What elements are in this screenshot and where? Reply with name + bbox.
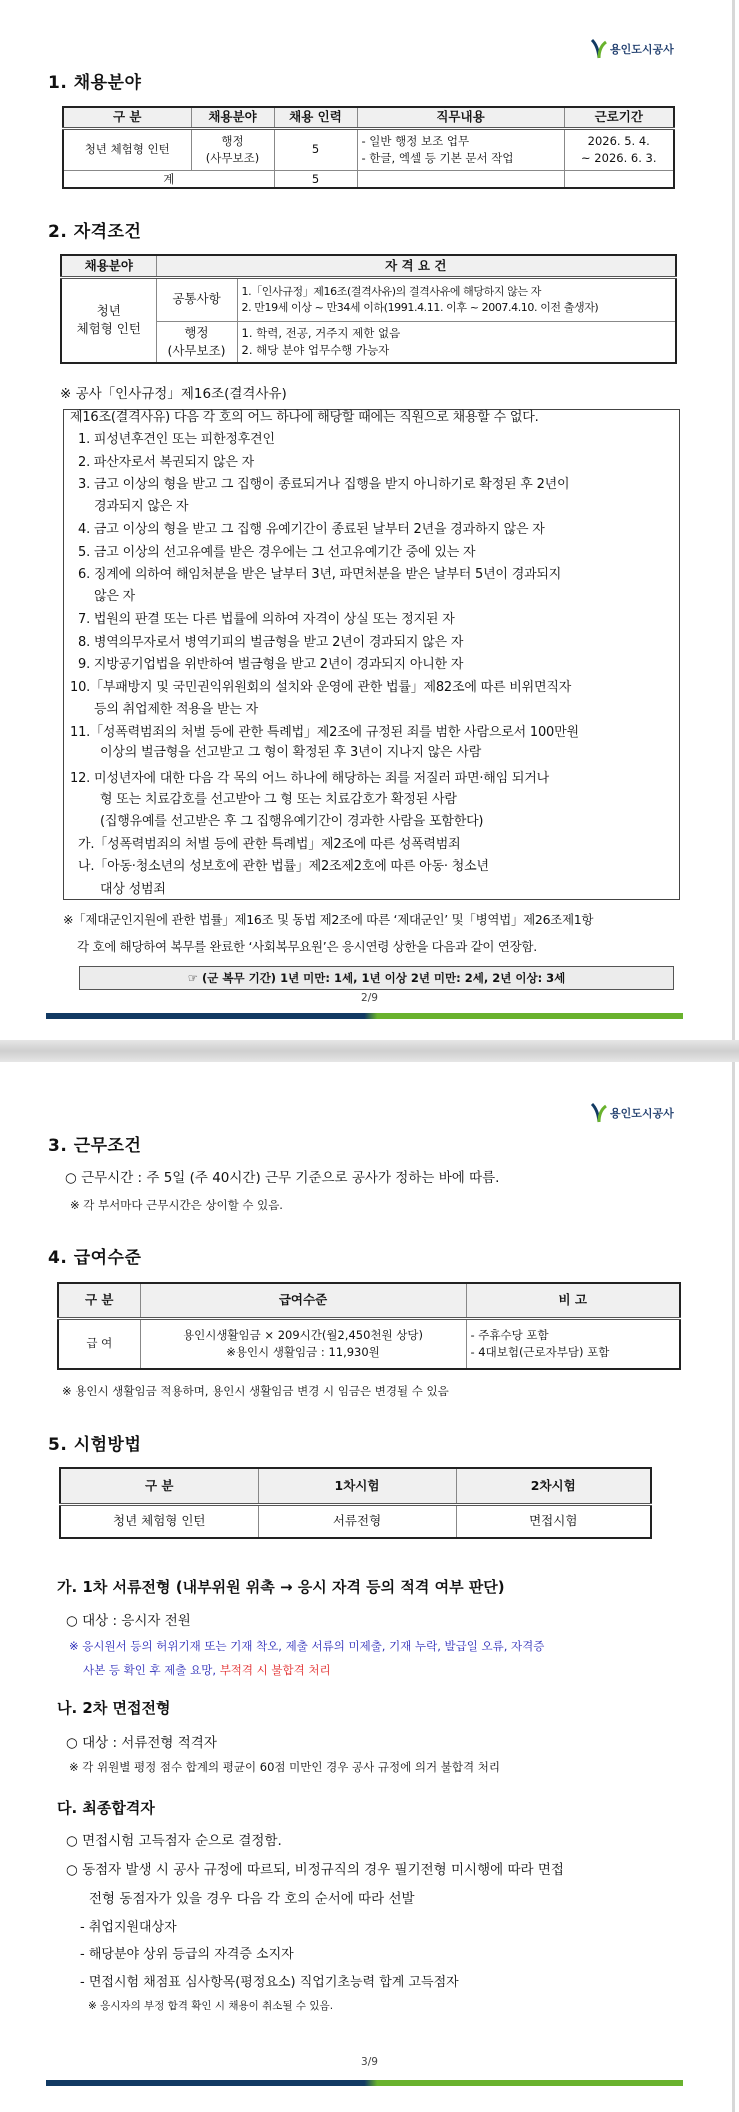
rule-line: 않은 자 — [94, 589, 136, 604]
table-row — [58, 1318, 680, 1369]
subsection-title: 나. 2차 면접전형 — [57, 1699, 171, 1717]
rule-line: 제16조(결격사유) 다음 각 호의 어느 하나에 해당할 때에는 직원으로 채용할 수 없다. — [70, 410, 539, 425]
category-line: 체험형 인턴 — [76, 321, 141, 337]
veteran-note: 각 호에 해당하여 복무를 완료한 ‘사회복무요원’은 응시연령 상한을 다음과 같이 연장함. — [77, 939, 537, 954]
table-row — [63, 128, 674, 170]
subsection-title: 다. 최종합격자 — [57, 1799, 155, 1817]
document-note: ※ 응시원서 등의 허위기재 또는 기재 착오, 제출 서류의 미제출, 기재 누락, 발급일 오류, 자격증 — [69, 1639, 545, 1653]
rule-line: 3. 금고 이상의 형을 받고 그 집행이 종료되거나 집행을 받지 아니하기로 확정된 후 2년이 — [78, 477, 570, 492]
category-line: 청년 — [96, 303, 121, 319]
note-line: - 4대보험(근로자부담) 포함 — [470, 1344, 610, 1359]
section-title: 5. 시험방법 — [48, 1435, 142, 1455]
section-title: 1. 채용분야 — [48, 73, 142, 93]
cell-category: 청년 체험형 인턴 — [63, 128, 191, 170]
common-items — [237, 277, 676, 321]
cell: 서류전형 — [258, 1504, 456, 1538]
field-line: (사무보조) — [205, 150, 260, 165]
col-header: 급여수준 — [140, 1283, 466, 1318]
rule-line: 5. 금고 이상의 선고유예를 받은 경우에는 그 선고유예기간 중에 있는 자 — [78, 545, 476, 560]
rule-line: 가.「성폭력범죄의 처벌 등에 관한 특례법」제2조에 따른 성폭력범죄 — [78, 837, 461, 852]
cell-count: 5 — [274, 128, 357, 170]
col-header: 채용분야 — [61, 255, 156, 277]
col-header: 구 분 — [58, 1283, 140, 1318]
period-line: ~ 2026. 6. 3. — [581, 150, 657, 165]
admin-label — [156, 321, 237, 363]
requirement: 1. 학력, 전공, 거주지 제한 없음 — [241, 326, 401, 341]
age-extension-box: ☞ (군 복무 기간) 1년 미만: 1세, 1년 이상 2년 미만: 2세, 2년 이상: 3세 — [79, 966, 674, 990]
cell-duty — [357, 128, 564, 170]
page-separator — [0, 1040, 739, 1062]
rule-line: 형 또는 치료감호를 선고받아 그 형 또는 치료감호가 확정된 사람 — [100, 792, 457, 807]
col-header: 근로기간 — [564, 107, 674, 128]
recruitment-table — [62, 106, 675, 189]
tie-break-order: - 취업지원대상자 — [80, 1920, 177, 1935]
col-header: 1차시험 — [258, 1468, 456, 1504]
col-header: 채용 인력 — [274, 107, 357, 128]
cell-category — [61, 277, 156, 363]
final-item: 전형 동점자가 있을 경우 다음 각 호의 순서에 따라 선발 — [89, 1891, 415, 1907]
footer-bar — [46, 2080, 683, 2086]
rule-line: 경과되지 않은 자 — [94, 499, 189, 514]
duty-line: - 일반 행정 보조 업무 — [361, 133, 470, 148]
duty-line: - 한글, 엑셀 등 기본 문서 작업 — [361, 150, 514, 165]
veteran-note: ※「제대군인지원에 관한 법률」제16조 및 동법 제2조에 따른 ‘제대군인’ 및「병역법」제26조제1항 — [63, 912, 594, 927]
period-line: 2026. 5. 4. — [587, 133, 650, 148]
exam-table — [59, 1467, 652, 1539]
rule-line: 1. 피성년후견인 또는 피한정후견인 — [78, 432, 275, 447]
final-item: ○ 면접시험 고득점자 순으로 결정함. — [66, 1833, 282, 1849]
section-title: 3. 근무조건 — [48, 1136, 142, 1156]
field-line: 행정 — [221, 133, 244, 148]
rule-line: 12. 미성년자에 대한 다음 각 목의 어느 하나에 해당하는 죄를 저질러 파면·해임 되거나 — [70, 771, 550, 786]
col-header: 2차시험 — [456, 1468, 651, 1504]
page-2 — [0, 0, 735, 1040]
rule-line: 10.「부패방지 및 국민권익위원회의 설치와 운영에 관한 법률」제82조에 따른 비위면직자 — [70, 680, 572, 695]
rule-line: 2. 파산자로서 복권되지 않은 자 — [78, 455, 255, 470]
page-number: 2/9 — [361, 992, 378, 1004]
col-header: 채용분야 — [191, 107, 274, 128]
cell: 청년 체험형 인턴 — [60, 1504, 258, 1538]
total-label: 계 — [63, 170, 274, 188]
requirement: 1.「인사규정」제16조(결격사유)의 결격사유에 해당하지 않는 자 — [241, 284, 541, 298]
document-note — [83, 1662, 331, 1678]
col-header: 구 분 — [63, 107, 191, 128]
cell-period — [564, 128, 674, 170]
logo-text: 용인도시공사 — [610, 43, 674, 56]
rule-line: 11.「성폭력범죄의 처벌 등에 관한 특례법」제2조에 규정된 죄를 범한 사람으로서 100만원 — [70, 725, 579, 740]
cell-level — [140, 1318, 466, 1369]
rule-line: 등의 취업제한 적용을 받는 자 — [94, 702, 259, 717]
total-row — [63, 170, 674, 188]
cell-note — [466, 1318, 680, 1369]
fraud-note: ※ 응시자의 부정 합격 확인 시 채용이 취소될 수 있음. — [88, 2000, 334, 2012]
logo-text: 용인도시공사 — [610, 1107, 674, 1120]
subsection-title: 가. 1차 서류전형 (내부위원 위촉 → 응시 자격 등의 적격 여부 판단) — [57, 1578, 505, 1596]
col-header: 구 분 — [60, 1468, 258, 1504]
footer-bar — [46, 1013, 683, 1019]
rule-line: 나.「아동·청소년의 성보호에 관한 법률」제2조제2호에 따른 아동· 청소년 — [78, 859, 489, 874]
note-line: - 주휴수당 포함 — [470, 1328, 549, 1343]
rule-line: 9. 지방공기업법을 위반하여 벌금형을 받고 2년이 경과되지 아니한 자 — [78, 657, 464, 672]
rule-line: 8. 병역의무자로서 병역기피의 벌금형을 받고 2년이 경과되지 않은 자 — [78, 635, 464, 650]
target-text: ○ 대상 : 응시자 전원 — [66, 1613, 191, 1629]
admin-label-line: (사무보조) — [167, 342, 226, 358]
qualification-table — [60, 254, 677, 364]
tie-break-order: - 해당분야 상위 등급의 자격증 소지자 — [80, 1947, 294, 1962]
level-line: 용인시생활임금 × 209시간(월2,450천원 상당) — [183, 1328, 423, 1343]
rule-line: 7. 법원의 판결 또는 다른 법률에 의하여 자격이 상실 또는 정지된 자 — [78, 612, 455, 627]
note-red: 부적격 시 불합격 처리 — [219, 1663, 331, 1677]
col-header: 직무내용 — [357, 107, 564, 128]
rule-note-title: ※ 공사「인사규정」제16조(결격사유) — [60, 386, 287, 402]
page-number: 3/9 — [361, 2056, 378, 2068]
salary-table — [57, 1282, 681, 1370]
admin-items — [237, 321, 676, 363]
cell: 면접시험 — [456, 1504, 651, 1538]
section-title: 2. 자격조건 — [48, 222, 142, 242]
common-label: 공통사항 — [156, 277, 237, 321]
section-title: 4. 급여수준 — [48, 1248, 142, 1268]
table-row — [60, 1504, 651, 1538]
level-line: ※용인시 생활임금 : 11,930원 — [226, 1344, 380, 1359]
salary-footnote: ※ 용인시 생활임금 적용하며, 용인시 생활임금 변경 시 임금은 변경될 수 있음 — [62, 1384, 449, 1398]
cell-field — [191, 128, 274, 170]
requirement: 2. 해당 분야 업무수행 가능자 — [241, 342, 390, 357]
rule-line: 이상의 벌금형을 선고받고 그 형이 확정된 후 3년이 지나지 않은 사람 — [100, 745, 482, 760]
rule-line: (집행유예를 선고받은 후 그 집행유예기간이 경과한 사람을 포함한다) — [100, 814, 484, 829]
target-text: ○ 대상 : 서류전형 적격자 — [66, 1735, 217, 1751]
rule-line: 대상 성범죄 — [100, 882, 166, 897]
note-blue: 사본 등 확인 후 제출 요망, — [83, 1663, 220, 1677]
tie-break-order: - 면접시험 채점표 심사항목(평정요소) 직업기초능력 합계 고득점자 — [80, 1975, 459, 1990]
work-hours-note: ※ 각 부서마다 근무시간은 상이할 수 있음. — [70, 1198, 283, 1212]
admin-label-line: 행정 — [184, 324, 209, 340]
logo-y-icon — [590, 1102, 608, 1124]
disqualification-rules-box — [63, 409, 680, 900]
requirement: 2. 만19세 이상 ~ 만34세 이하(1991.4.11. 이후 ~ 2007.4.10. 이전 출생자) — [241, 300, 599, 314]
work-hours: ○ 근무시간 : 주 5일 (주 40시간) 근무 기준으로 공사가 정하는 바에 따름. — [65, 1170, 500, 1186]
rule-line: 4. 금고 이상의 형을 받고 그 집행 유예기간이 종료된 날부터 2년을 경과하지 않은 자 — [78, 522, 545, 537]
total-count: 5 — [274, 170, 357, 188]
company-logo — [590, 1102, 674, 1124]
col-header: 비 고 — [466, 1283, 680, 1318]
interview-note: ※ 각 위원별 평정 점수 합계의 평균이 60점 미만인 경우 공사 규정에 의거 불합격 처리 — [69, 1760, 500, 1774]
final-item: ○ 동점자 발생 시 공사 규정에 따르되, 비정규직의 경우 필기전형 미시행에 따라 면접 — [66, 1862, 564, 1878]
col-header: 자 격 요 건 — [156, 255, 676, 277]
rule-line: 6. 징계에 의하여 해임처분을 받은 날부터 3년, 파면처분을 받은 날부터 5년이 경과되지 — [78, 567, 562, 582]
company-logo — [590, 38, 674, 60]
logo-y-icon — [590, 38, 608, 60]
cell-label: 급 여 — [58, 1318, 140, 1369]
